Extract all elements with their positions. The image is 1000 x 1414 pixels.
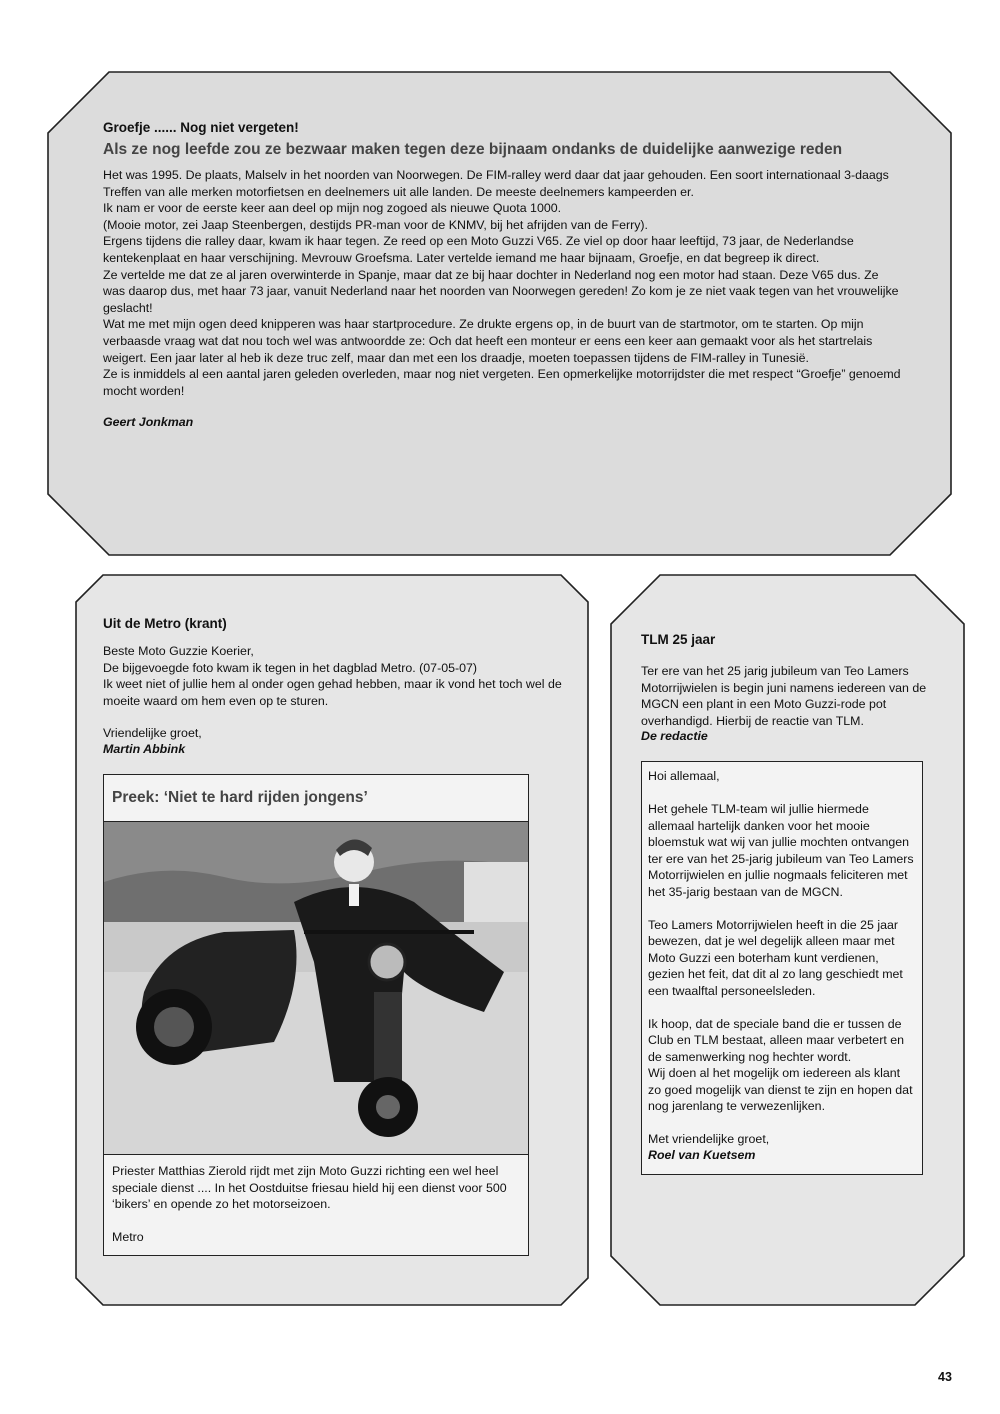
greeting: Vriendelijke groet,: [103, 726, 202, 741]
paragraph: Het was 1995. De plaats, Malselv in het noorden van Noorwegen. De FIM-ralley werd daar dat jaar gehouden. Een soort internationaal 3-daags Treffen van alle merken motorfietsen en deelnemers uit alle landen. De meeste deelnemers kampeerden er.: [103, 168, 889, 199]
tlm-article: [610, 574, 965, 1306]
paragraph: De bijgevoegde foto kwam ik tegen in het dagblad Metro. (07-05-07): [103, 660, 478, 675]
paragraph: Ik weet niet of jullie hem al onder ogen gehad hebben, maar ik vond het toch wel de moeite waard om hem even op te sturen.: [103, 677, 562, 708]
tlm-letter: [641, 761, 923, 1174]
letter-greeting: Hoi allemaal,: [648, 769, 720, 784]
letter-paragraph: Teo Lamers Motorrijwielen heeft in die 25 jaar bewezen, dat je wel degelijk alleen maar met Moto Guzzi een boterham kunt verdienen, gezien het feit, dat dit al zo lang geschiedt met een twaalftal personeelsleden.: [648, 917, 903, 998]
letter-paragraph: Het gehele TLM-team wil jullie hiermede allemaal hartelijk danken voor het mooie bloemstuk wat wij van jullie mochten ontvangen ter ere van het 25-jarig jubileum van Teo Lamers Motorrijwielen en jullie nogmaals feliciteren met het 35-jarig bestaan van de MGCN.: [648, 801, 914, 899]
clipping-source: Metro: [112, 1229, 144, 1244]
photo-illustration: [104, 822, 528, 1154]
article-title: Uit de Metro (krant): [103, 616, 227, 631]
groefje-article: [47, 71, 952, 556]
metro-article: [75, 574, 589, 1306]
priest-motorcycle-photo: [104, 822, 528, 1155]
clipping-title: Preek: ‘Niet te hard rijden jongens’: [112, 788, 368, 806]
newspaper-clipping: [103, 774, 529, 1256]
letter-paragraph: Ik hoop, dat de speciale band die er tussen de Club en TLM bestaat, alleen maar verbetert en de samenwerking nog hechter wordt.: [648, 1016, 904, 1064]
intro-author: De redactie: [641, 729, 708, 744]
paragraph: Wat me met mijn ogen deed knipperen was haar startprocedure. Ze drukte ergens op, in de buurt van de startmotor, om te starten. Op mijn verbaasde vraag wat dat nou toch wel was antwoordde ze: Och dat heeft een monteur er eens een keer aan gemaakt voor als het startrelais weigert. Een jaar later al heb ik deze truc zelf, maar dan met een los draadje, moeten toepassen tijdens de FIM-ralley in Tunesië.: [103, 317, 873, 365]
paragraph: Ik nam er voor de eerste keer aan deel op mijn nog zogoed als nieuwe Quota 1000.: [103, 201, 562, 216]
paragraph: Ze is inmiddels al een aantal jaren geleden overleden, maar nog niet vergeten. Een opmerkelijke motorrijdster die met respect “Groefje” genoemd mocht worden!: [103, 367, 901, 398]
paragraph: Ergens tijdens die ralley daar, kwam ik haar tegen. Ze reed op een Moto Guzzi V65. Ze viel op door haar leeftijd, 73 jaar, de Nederlandse kentekenplaat en haar verschijning. Mevrouw Groefsma. Later vertelde iemand me haar bijnaam, Groefje, en dat begreep ik direct.: [103, 234, 854, 265]
letter-author: Roel van Kuetsem: [648, 1147, 756, 1162]
paragraph: Beste Moto Guzzie Koerier,: [103, 644, 254, 658]
intro-paragraph: Ter ere van het 25 jarig jubileum van Teo Lamers Motorrijwielen is begin juni namens iedereen van de MGCN een plant in een Moto Guzzi-rode pot overhandigd. Hierbij de reactie van TLM.: [641, 664, 927, 728]
article-author: Martin Abbink: [103, 741, 186, 756]
article-subtitle: Als ze nog leefde zou ze bezwaar maken tegen deze bijnaam ondanks de duidelijke aanwezige reden: [103, 141, 843, 158]
article-author: Geert Jonkman: [103, 415, 194, 430]
page-number: 43: [938, 1370, 952, 1384]
article-title: Groefje ...... Nog niet vergeten!: [103, 120, 299, 135]
paragraph: Ze vertelde me dat ze al jaren overwinterde in Spanje, maar dat ze bij haar dochter in Nederland nog een motor had staan. Deze V65 dus. Ze was daarop dus, met haar 73 jaar, vanuit Nederland naar het noorden van Noorwegen gereden! Zo kom je ze niet vaak tegen van het vrouwelijke geslacht!: [103, 267, 899, 315]
letter-paragraph: Wij doen al het mogelijk om iedereen als klant zo goed mogelijk van dienst te zijn en hopen dat nog jarenlang te verwezenlijken.: [648, 1066, 913, 1114]
article-title: TLM 25 jaar: [641, 632, 716, 647]
paragraph: (Mooie motor, zei Jaap Steenbergen, destijds PR-man voor de KNMV, bij het afrijden van de Ferry).: [103, 217, 648, 232]
letter-closing: Met vriendelijke groet,: [648, 1132, 770, 1147]
clipping-caption: Priester Matthias Zierold rijdt met zijn Moto Guzzi richting een wel heel speciale dienst .... In het Oostduitse friesau hield hij een dienst voor 500 ‘bikers’ en opende zo het motorseizoen.: [112, 1163, 507, 1212]
